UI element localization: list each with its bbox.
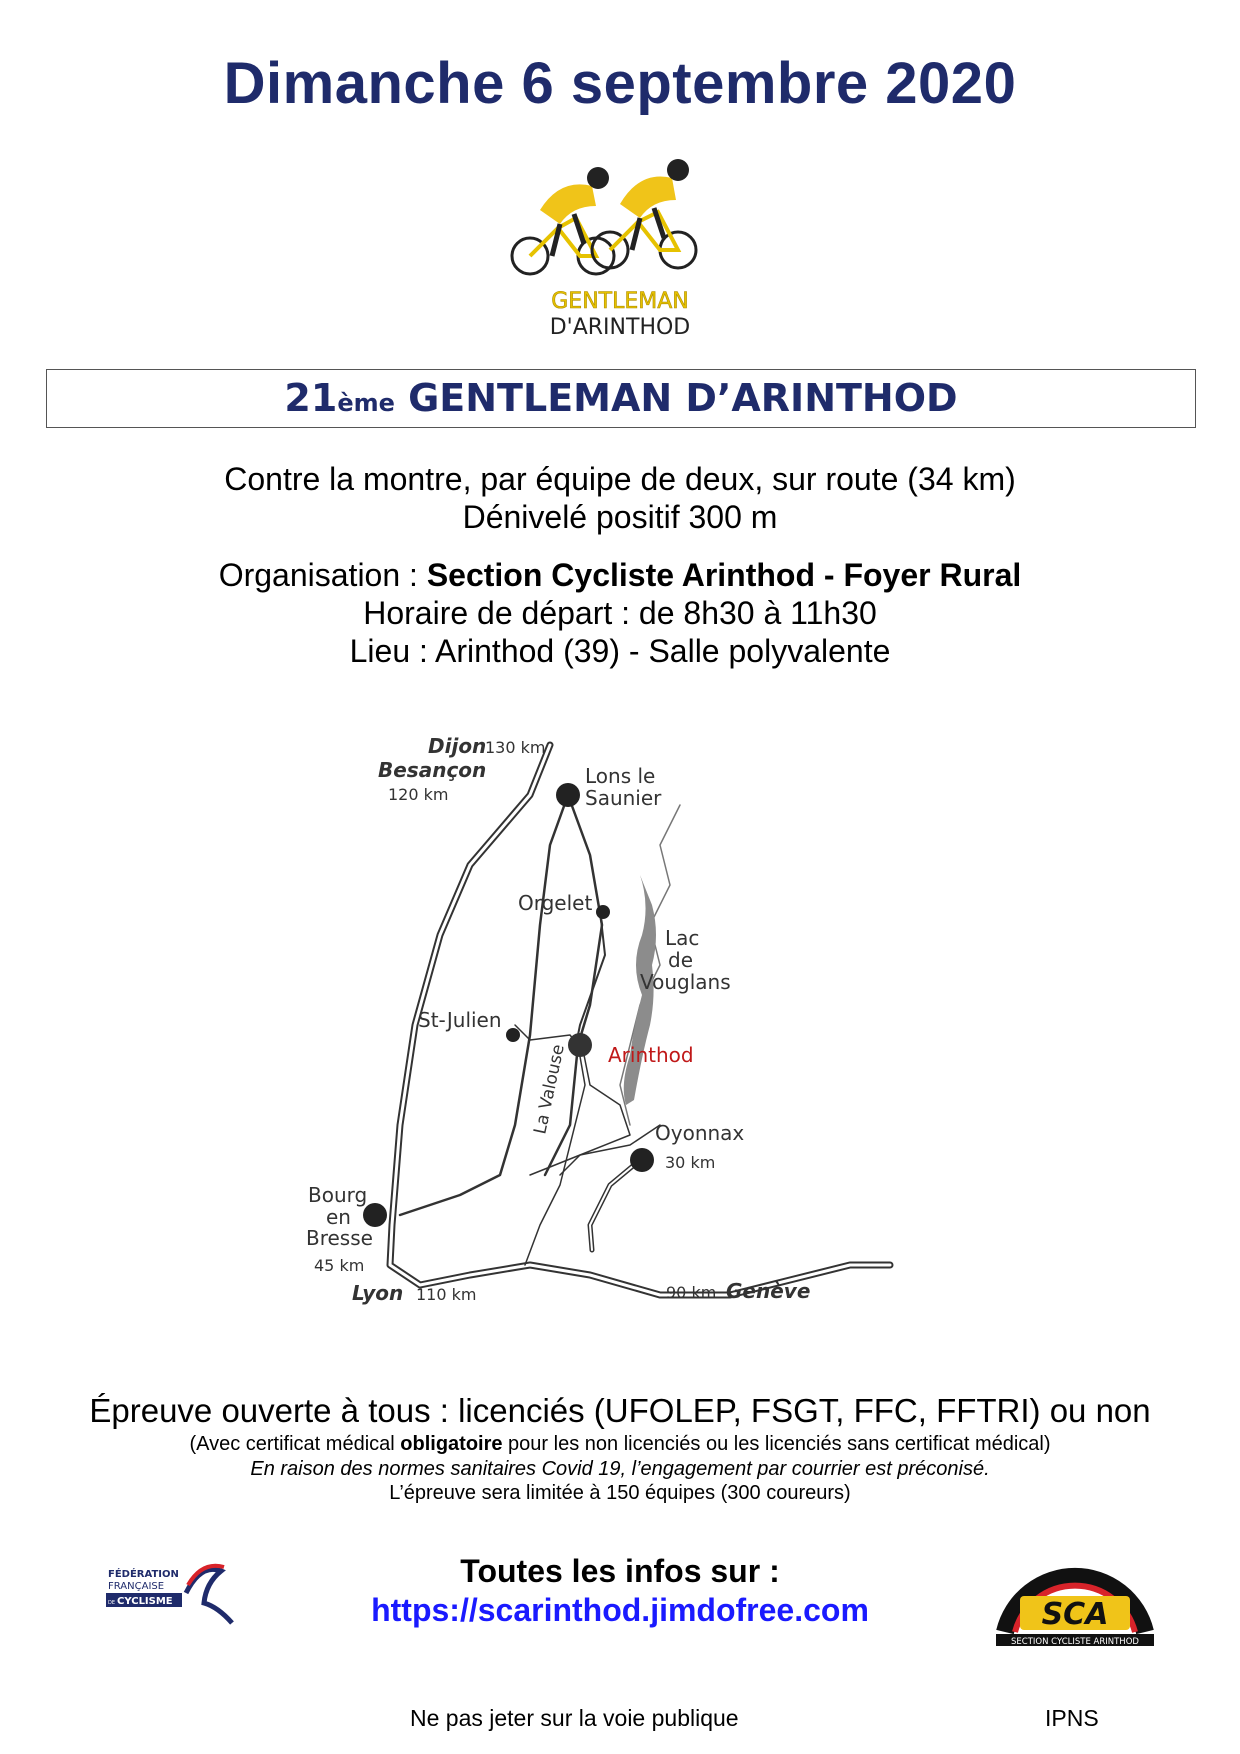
certificate-pre: (Avec certificat médical	[189, 1433, 401, 1455]
sca-caption: SECTION CYCLISTE ARINTHOD	[1011, 1637, 1139, 1647]
logo-line2: D'ARINTHOD	[549, 315, 691, 340]
map-orgelet: Orgelet	[518, 891, 593, 915]
route-map	[306, 705, 930, 1355]
location-line: Lieu : Arinthod (39) - Salle polyvalente	[349, 633, 891, 669]
map-stjulien: St-Julien	[418, 1008, 502, 1032]
elevation-line: Dénivelé positif 300 m	[462, 499, 778, 535]
certificate-post: pour les non licenciés ou les licenciés sans certificat médical)	[502, 1433, 1051, 1455]
map-lac-2: de	[668, 948, 693, 972]
schedule-line: Horaire de départ : de 8h30 à 11h30	[363, 595, 877, 631]
map-lac-1: Lac	[665, 926, 700, 950]
ffc-line3: CYCLISME	[117, 1596, 173, 1607]
sca-letters: SCA	[1041, 1597, 1109, 1632]
ffc-line3-prefix: DE	[108, 1600, 116, 1606]
map-dijon: Dijon	[428, 734, 487, 758]
map-besancon-km: 120 km	[388, 785, 449, 804]
organisation-value: Section Cycliste Arinthod - Foyer Rural	[426, 557, 1022, 593]
covid-note: En raison des normes sanitaires Covid 19, l’engagement par courrier est préconisé.	[250, 1458, 990, 1480]
page-title: Dimanche 6 septembre 2020	[223, 51, 1017, 116]
map-besancon: Besançon	[378, 758, 487, 782]
gentleman-logo	[480, 148, 760, 348]
map-lac-3: Vouglans	[640, 970, 731, 994]
organisation-label: Organisation :	[218, 557, 427, 593]
event-title-box	[46, 369, 1196, 428]
map-geneve-km: 90 km	[666, 1283, 717, 1302]
map-bourg-3: Bresse	[306, 1226, 373, 1250]
certificate-note	[0, 1432, 1240, 1456]
map-oyonnax-km: 30 km	[665, 1153, 716, 1172]
map-valouse: La Valouse	[530, 1042, 569, 1137]
infos-link[interactable]: https://scarinthod.jimdofree.com	[371, 1592, 869, 1628]
event-number-suffix: ème	[337, 389, 395, 417]
map-dijon-km: 130 km	[485, 738, 546, 757]
certificate-bold: obligatoire	[400, 1433, 503, 1455]
map-arinthod: Arinthod	[608, 1043, 694, 1067]
format-line: Contre la montre, par équipe de deux, sur route (34 km)	[224, 461, 1016, 497]
map-geneve: Genève	[726, 1279, 811, 1303]
map-bourg-km: 45 km	[314, 1256, 365, 1275]
map-bourg-2: en	[326, 1205, 351, 1229]
event-name: GENTLEMAN D’ARINTHOD	[408, 376, 958, 420]
map-lyon: Lyon	[352, 1281, 404, 1305]
cyclist-icon	[512, 167, 614, 274]
organisation-line	[0, 556, 1240, 594]
logo-line1: GENTLEMAN	[551, 289, 689, 314]
map-lyon-km: 110 km	[416, 1285, 477, 1304]
footer-notice: Ne pas jeter sur la voie publique	[410, 1705, 739, 1731]
open-to-all: Épreuve ouverte à tous : licenciés (UFOLEP, FSGT, FFC, FFTRI) ou non	[89, 1392, 1151, 1429]
map-bourg-1: Bourg	[308, 1183, 368, 1207]
map-lons-1: Lons le	[585, 764, 656, 788]
map-oyonnax: Oyonnax	[655, 1121, 745, 1145]
footer-ipns: IPNS	[1045, 1705, 1099, 1731]
limit-note: L’épreuve sera limitée à 150 équipes (300 coureurs)	[389, 1482, 851, 1504]
sca-logo	[990, 1540, 1160, 1648]
infos-title: Toutes les infos sur :	[460, 1553, 780, 1589]
ffc-line1: FÉDÉRATION	[108, 1569, 179, 1580]
ffc-line2: FRANÇAISE	[108, 1581, 165, 1592]
map-lons-2: Saunier	[585, 786, 662, 810]
event-number: 21	[284, 376, 338, 420]
